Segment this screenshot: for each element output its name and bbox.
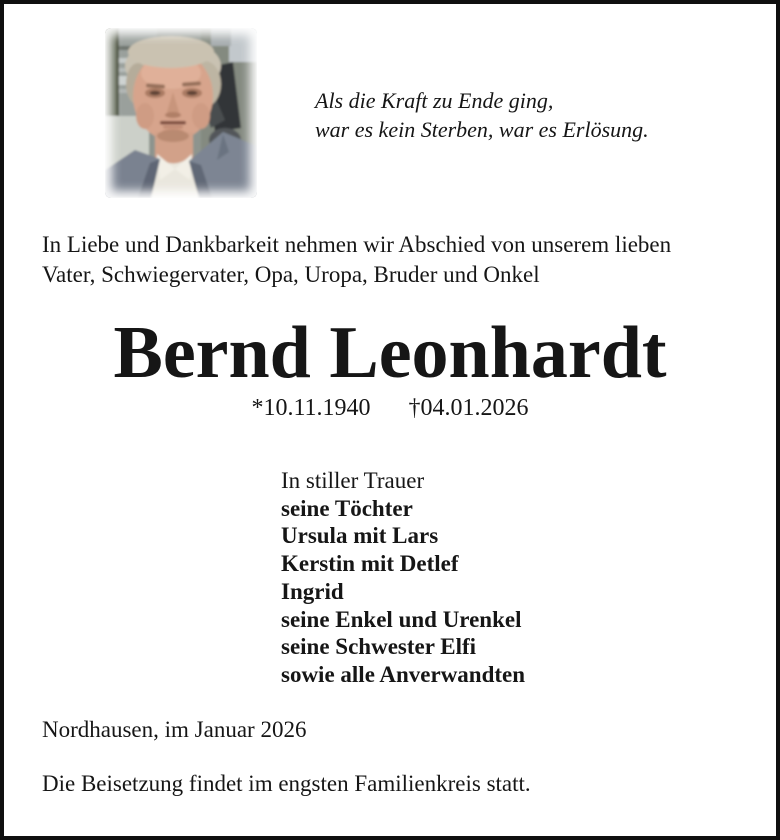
portrait-photo — [105, 28, 257, 198]
mourner-line: seine Enkel und Urenkel — [281, 606, 522, 632]
epigraph-line-2: war es kein Sterben, war es Erlösung. — [315, 117, 649, 142]
mourners-block — [281, 467, 525, 689]
mourner-line: seine Schwester Elfi — [281, 634, 477, 660]
epigraph-line-1: Als die Kraft zu Ende ging, — [315, 88, 554, 113]
epigraph — [315, 86, 649, 144]
life-dates — [4, 396, 776, 421]
death-date: †04.01.2026 — [408, 395, 529, 421]
intro-line-2: Vater, Schwiegervater, Opa, Uropa, Bruder und Onkel — [42, 262, 540, 287]
mourner-line: Ursula mit Lars — [281, 523, 439, 549]
mourner-line: sowie alle Anverwandten — [281, 661, 526, 687]
portrait-photo-graphic — [105, 28, 257, 198]
funeral-notice-line: Die Beisetzung findet im engsten Familienkreis statt. — [42, 771, 531, 796]
birth-date: *10.11.1940 — [251, 395, 371, 421]
mourners-heading: In stiller Trauer — [281, 468, 425, 493]
mourner-line: seine Töchter — [281, 495, 413, 521]
city-date-line: Nordhausen, im Januar 2026 — [42, 717, 307, 742]
mourner-line: Kerstin mit Detlef — [281, 551, 459, 577]
intro-paragraph — [42, 230, 671, 290]
mourner-line: Ingrid — [281, 578, 344, 604]
deceased-name: Bernd Leonhardt — [113, 312, 667, 394]
intro-line-1: In Liebe und Dankbarkeit nehmen wir Abschied von unserem lieben — [42, 232, 672, 257]
